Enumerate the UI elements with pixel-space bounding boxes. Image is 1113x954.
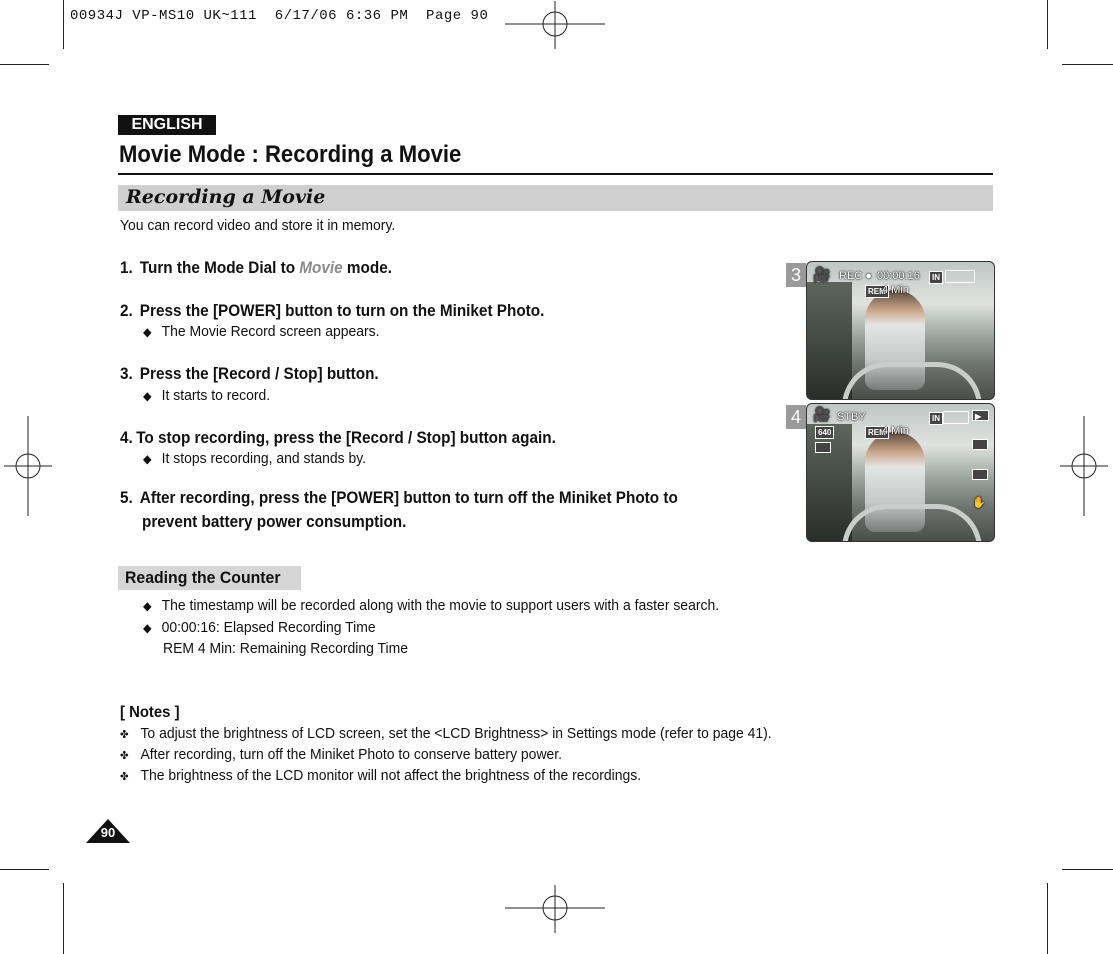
crop-mark xyxy=(1047,883,1048,954)
step-3: 3. Press the [Record / Stop] button. xyxy=(120,364,379,383)
note-item: ✤ The brightness of the LCD monitor will not affect the brightness of the recordings. xyxy=(120,767,642,784)
step-4: 4. To stop recording, press the [Record / Stop] button again. xyxy=(120,428,556,447)
crop-mark xyxy=(0,64,49,65)
screen-number: 4 xyxy=(786,405,806,429)
crop-mark xyxy=(1062,869,1113,870)
crop-mark xyxy=(1062,64,1113,65)
memory-tag: IN xyxy=(929,271,943,284)
registration-mark-top xyxy=(505,1,605,49)
note-item: ✤ After recording, turn off the Miniket Photo to conserve battery power. xyxy=(120,746,563,763)
play-icon: ▶ xyxy=(972,410,989,421)
screen-number: 3 xyxy=(786,263,806,287)
movie-camera-icon: 🎥 xyxy=(813,406,831,422)
language-badge: ENGLISH xyxy=(118,115,216,135)
crop-mark xyxy=(0,869,49,870)
movie-camera-icon: 🎥 xyxy=(813,266,831,282)
lcd-screen-standby xyxy=(806,403,995,542)
counter-bullet: ◆ The timestamp will be recorded along with the movie to support users with a faster search. xyxy=(143,597,720,614)
step-5-line2: prevent battery power consumption. xyxy=(142,512,407,531)
section-title: Recording a Movie xyxy=(126,186,326,208)
crop-mark xyxy=(1047,0,1048,49)
screen-foreground xyxy=(842,504,982,542)
step-5: 5. After recording, press the [POWER] button to turn off the Miniket Photo to xyxy=(120,488,678,507)
remaining-time: 4 Min xyxy=(882,425,909,437)
step-4-bullet: ◆ It stops recording, and stands by. xyxy=(143,450,367,467)
step-1: 1. Turn the Mode Dial to Movie mode. xyxy=(120,258,392,277)
remaining-time: 4 Min xyxy=(882,284,909,296)
lcd-screen-recording xyxy=(806,261,995,400)
step-2-bullet: ◆ The Movie Record screen appears. xyxy=(143,323,380,340)
resolution-badge: 640 xyxy=(815,426,834,439)
page-number: 90 xyxy=(100,825,116,840)
crop-mark xyxy=(63,0,64,49)
counter-bullet: ◆ 00:00:16: Elapsed Recording Time xyxy=(143,619,376,636)
registration-mark-bottom xyxy=(505,885,605,933)
crop-mark xyxy=(63,883,64,954)
quality-icon xyxy=(815,442,831,453)
white-balance-icon xyxy=(972,439,988,450)
note-item: ✤ To adjust the brightness of LCD screen, set the <LCD Brightness> in Settings mode (refer to page 41). xyxy=(120,725,772,742)
screen-foreground xyxy=(842,362,982,400)
memory-tag: IN xyxy=(929,412,943,425)
rem-tag: REM xyxy=(865,426,889,439)
stabilizer-icon: ✋ xyxy=(972,497,986,509)
rem-tag: REM xyxy=(865,285,889,298)
effect-icon xyxy=(972,469,988,480)
subsection-title: Reading the Counter xyxy=(125,568,281,587)
battery-icon xyxy=(943,411,969,424)
title-rule xyxy=(118,173,993,175)
standby-status: STBY xyxy=(837,411,866,423)
step-3-bullet: ◆ It starts to record. xyxy=(143,387,271,404)
rec-status: REC ● xyxy=(839,270,872,282)
registration-mark-right xyxy=(1060,416,1108,516)
intro-text: You can record video and store it in memory. xyxy=(120,217,396,234)
battery-icon xyxy=(945,270,975,283)
step-2: 2. Press the [POWER] button to turn on the Miniket Photo. xyxy=(120,301,545,320)
registration-mark-left xyxy=(4,416,52,516)
screen-background xyxy=(807,282,852,399)
notes-heading: [ Notes ] xyxy=(120,704,180,721)
print-header: 00934J VP-MS10 UK~111 6/17/06 6:36 PM Page 90 xyxy=(70,8,489,24)
elapsed-time: 00:00:16 xyxy=(877,270,920,282)
counter-bullet-cont: REM 4 Min: Remaining Recording Time xyxy=(163,640,408,657)
page-title: Movie Mode : Recording a Movie xyxy=(119,141,462,168)
